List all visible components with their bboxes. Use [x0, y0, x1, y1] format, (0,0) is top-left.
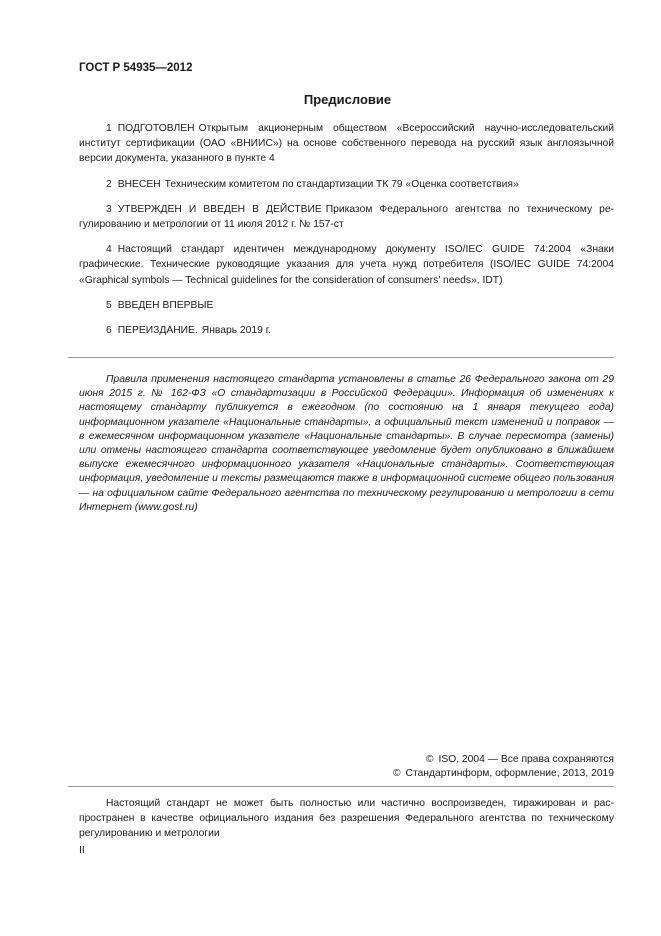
- divider-line: [68, 786, 614, 787]
- item-lead: ВНЕСЕН: [117, 178, 161, 190]
- copyright-symbol: ©: [392, 768, 401, 779]
- section-title: Предисловие: [303, 92, 392, 107]
- foreword-item-4: [79, 242, 614, 288]
- item-text: Настоящий стандарт идентичен международному документу ISO/IEC GUIDE 74:2004 «Знаки графические. Технические руководящие указания для учета нужд потребителя (ISO/IEC GUIDE 74:2004 «Graphical symbols — Technical guidelines for the consideration of consumers’ needs», IDT): [79, 244, 614, 286]
- item-lead: ПОДГОТОВЛЕН: [117, 123, 195, 134]
- foreword-items: [79, 121, 614, 348]
- item-text: Январь 2019 г.: [201, 325, 272, 337]
- item-number: 4: [106, 244, 112, 256]
- copyright-text: ISO, 2004 — Все права сохраняются: [438, 754, 614, 765]
- item-lead: ПЕРЕИЗДАНИЕ.: [117, 325, 198, 337]
- item-text: Приказом Федерального агентства по техническому регулированию и метрологии от 11 июля 2012 г. № 157-ст: [79, 203, 614, 231]
- foreword-item-6: [79, 323, 614, 338]
- foreword-item-1: [79, 121, 614, 167]
- item-number: 3: [106, 203, 112, 215]
- foreword-item-3: [79, 202, 614, 232]
- item-lead: ВВЕДЕН ВПЕРВЫЕ: [117, 299, 214, 311]
- divider-line: [68, 357, 614, 358]
- reproduction-notice: Настоящий стандарт не может быть полностью или частично воспроизведен, тиражирован и распространен в качестве официального издания без разрешения Федерального агентства по техническому регулированию и метрологии: [79, 798, 614, 840]
- page-number: II: [79, 844, 85, 856]
- copyright-standartinform: [393, 768, 614, 779]
- copyright-iso: [426, 754, 614, 765]
- copyright-text: Стандартинформ, оформление, 2013, 2019: [405, 768, 614, 779]
- document-id: ГОСТ Р 54935—2012: [79, 62, 193, 74]
- item-number: 2: [106, 178, 112, 190]
- item-text: Открытым акционерным обществом «Всероссийский научно-исследовательский институт сертификации (ОАО «ВНИИС») на основе собственного перевода на русский язык англоязычной версии документа, указанного в пункте 4: [79, 123, 614, 165]
- item-number: 5: [106, 299, 112, 311]
- item-lead: УТВЕРЖДЕН И ВВЕДЕН В ДЕЙСТВИЕ: [117, 203, 322, 215]
- item-number: 1: [106, 123, 112, 134]
- foreword-item-5: [79, 298, 614, 313]
- foreword-item-2: [79, 177, 614, 192]
- item-number: 6: [106, 325, 112, 337]
- copyright-symbol: ©: [425, 754, 434, 765]
- item-text: Техническим комитетом по стандартизации ТК 79 «Оценка соответствия»: [164, 178, 519, 190]
- standard-usage-notice: Правила применения настоящего стандарта установлены в статье 26 Федерального закона от 29 июня 2015 г. № 162-ФЗ «О стандартизации в Российской Федерации». Информация об изменениях к настоящему стандарту публикуется в ежегодном (по состоянию на 1 января текущего года) информационном указателе «Национальные стандарты», а официальный текст изменений и поправок — в ежемесячном информационном указателе «Национальные стандарты». В случае пересмотра (замены) или отмены настоящего стандарта соответствующее уведомление будет опубликовано в ближайшем выпуске ежемесячного информационного указателя «Национальные стандарты». Соответствующая информация, уведомление и тексты размещаются также в информационной системе общего пользования — на официальном сайте Федерального агентства по техническому регулированию и метрологии в сети Интернет (www.gost.ru): [79, 374, 614, 513]
